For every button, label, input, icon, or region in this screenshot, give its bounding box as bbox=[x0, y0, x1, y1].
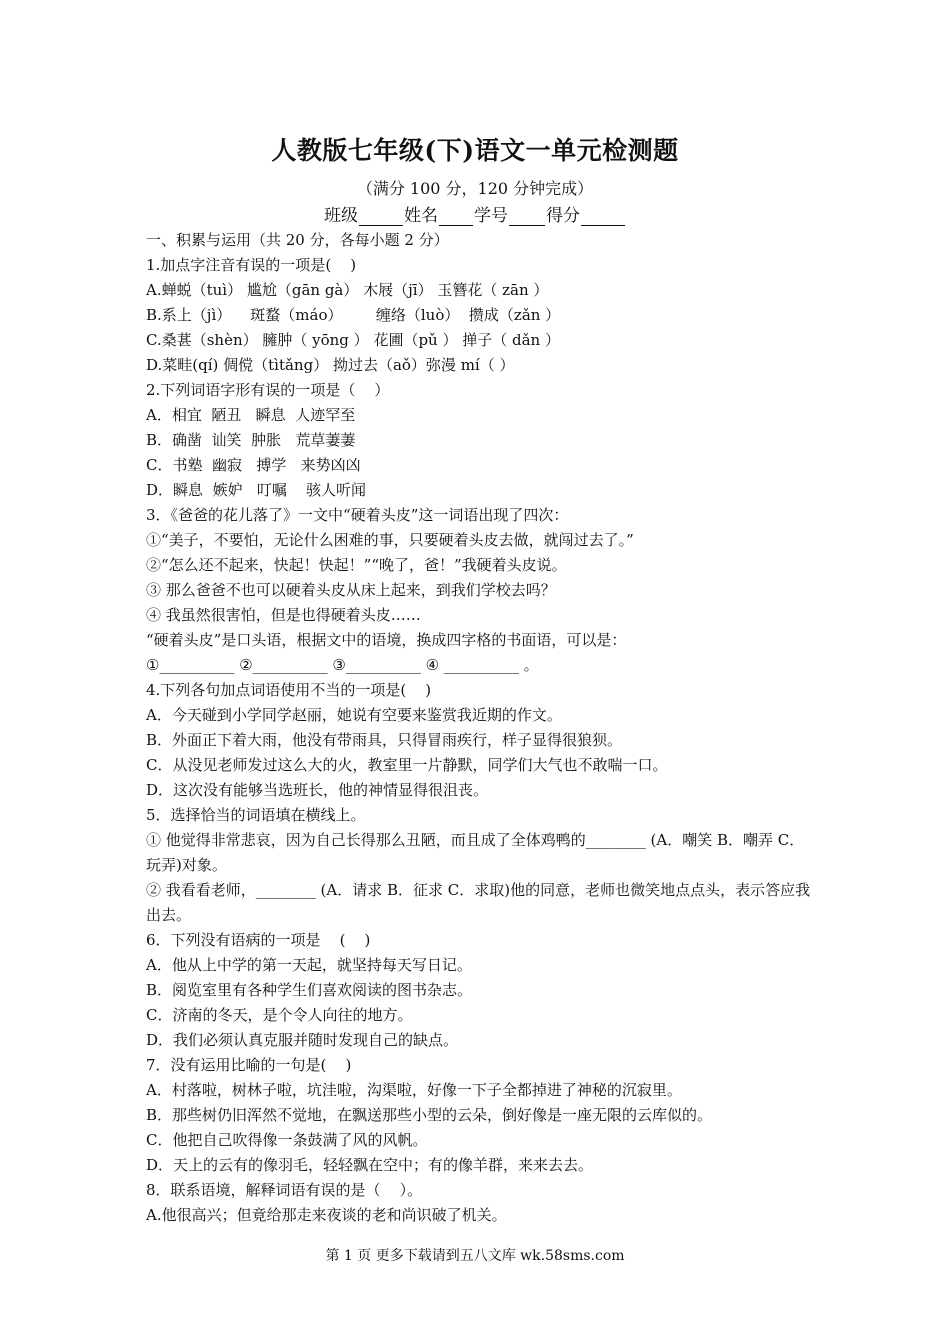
text-line: ③ 那么爸爸不也可以硬着头皮从床上起来，到我们学校去吗？ bbox=[146, 581, 556, 599]
text-line: 7．没有运用比喻的一句是( ) bbox=[146, 1056, 352, 1074]
text-line: ①“美子，不要怕，无论什么困难的事，只要硬着头皮去做，就闯过去了。” bbox=[146, 531, 634, 549]
text-line: 4.下列各句加点词语使用不当的一项是( ) bbox=[146, 681, 432, 699]
class-blank bbox=[359, 207, 403, 226]
id-blank bbox=[509, 207, 545, 226]
document-title: 人教版七年级(下)语文一单元检测题 bbox=[271, 136, 679, 165]
text-line: ④ 我虽然很害怕，但是也得硬着头皮…… bbox=[146, 606, 421, 624]
text-line: D．瞬息 嫉妒 叮嘱 骇人听闻 bbox=[146, 481, 366, 499]
text-line: B.系上（jì） 斑蝥（máo） 缠络（luò） 攒成（zǎn ） bbox=[146, 306, 561, 324]
text-line: B．外面正下着大雨，他没有带雨具，只得冒雨疾行，样子显得很狼狈。 bbox=[146, 731, 623, 749]
text-line: A.蝉蜕（tuì） 尴尬（gān gà） 木屐（jī） 玉簪花（ zān ） bbox=[146, 281, 549, 299]
text-line: 3．《爸爸的花儿落了》一文中“硬着头皮”这一词语出现了四次： bbox=[146, 506, 569, 524]
id-label: 学号 bbox=[474, 206, 508, 226]
student-info-line bbox=[0, 201, 950, 226]
text-line: C．他把自己吹得像一条鼓满了风的风帆。 bbox=[146, 1131, 428, 1149]
name-blank bbox=[439, 207, 473, 226]
text-line: D．这次没有能够当选班长，他的神情显得很沮丧。 bbox=[146, 781, 489, 799]
name-label: 姓名 bbox=[404, 206, 438, 226]
text-line: C．济南的冬天，是个令人向往的地方。 bbox=[146, 1006, 413, 1024]
text-line: ② 我看看老师，________ (A．请求 B．征求 C．求取)他的同意，老师也微笑地点点头，表示答应我出去。 bbox=[146, 881, 811, 924]
text-line: A．今天碰到小学同学赵丽，她说有空要来鉴赏我近期的作文。 bbox=[146, 706, 562, 724]
text-line: ①__________ ②__________ ③__________ ④ __________ 。 bbox=[146, 656, 539, 674]
text-line: 5．选择恰当的词语填在横线上。 bbox=[146, 806, 366, 824]
score-blank bbox=[581, 207, 625, 226]
text-line: D.菜畦(qí) 倜傥（tìtǎng） 拗过去（aǒ）弥漫 mí（ ） bbox=[146, 356, 515, 374]
text-line: “硬着头皮”是口头语，根据文中的语境，换成四字格的书面语，可以是： bbox=[146, 631, 627, 649]
class-label: 班级 bbox=[324, 206, 358, 226]
text-line: B．阅览室里有各种学生们喜欢阅读的图书杂志。 bbox=[146, 981, 473, 999]
text-line: 2.下列词语字形有误的一项是（ ） bbox=[146, 381, 390, 399]
text-line: C．书塾 幽寂 搏学 来势凶凶 bbox=[146, 456, 361, 474]
text-line: 8．联系语境，解释词语有误的是（ ）。 bbox=[146, 1181, 423, 1199]
text-line: 一、积累与运用（共 20 分，各每小题 2 分） bbox=[146, 231, 449, 249]
text-line: B．确凿 讪笑 肿胀 荒草萋萋 bbox=[146, 431, 356, 449]
text-line: ②“怎么还不起来，快起！快起！”“晚了，爸！”我硬着头皮说。 bbox=[146, 556, 567, 574]
text-line: A．村落啦，树林子啦，坑洼啦，沟渠啦，好像一下子全都掉进了神秘的沉寂里。 bbox=[146, 1081, 682, 1099]
text-line: D．我们必须认真克服并随时发现自己的缺点。 bbox=[146, 1031, 459, 1049]
text-line: A．相宜 陋丑 瞬息 人迹罕至 bbox=[146, 406, 356, 424]
document-subtitle: （满分 100 分，120 分钟完成） bbox=[356, 179, 594, 198]
text-line: A．他从上中学的第一天起，就坚持每天写日记。 bbox=[146, 956, 472, 974]
page-footer: 第 1 页 更多下载请到五八文库 wk.58sms.com bbox=[325, 1248, 625, 1264]
text-line: 6．下列没有语病的一项是 ( ) bbox=[146, 931, 371, 949]
question-body bbox=[146, 228, 814, 1228]
text-line: B．那些树仍旧浑然不觉地，在飘送那些小型的云朵，倒好像是一座无限的云库似的。 bbox=[146, 1106, 713, 1124]
text-line: D．天上的云有的像羽毛，轻轻飘在空中；有的像羊群，来来去去。 bbox=[146, 1156, 594, 1174]
score-label: 得分 bbox=[546, 206, 580, 226]
text-line: C．从没见老师发过这么大的火，教室里一片静默，同学们大气也不敢喘一口。 bbox=[146, 756, 668, 774]
text-line: A.他很高兴；但竟给那走来夜谈的老和尚识破了机关。 bbox=[146, 1206, 507, 1224]
text-line: ① 他觉得非常悲哀，因为自己长得那么丑陋，而且成了全体鸡鸭的________ (A．嘲笑 B．嘲弄 C．玩弄)对象。 bbox=[146, 831, 805, 874]
text-line: 1.加点字注音有误的一项是( ) bbox=[146, 256, 357, 274]
text-line: C.桑葚（shèn） 臃肿（ yōng ） 花圃（pǔ ） 掸子（ dǎn ） bbox=[146, 331, 560, 349]
